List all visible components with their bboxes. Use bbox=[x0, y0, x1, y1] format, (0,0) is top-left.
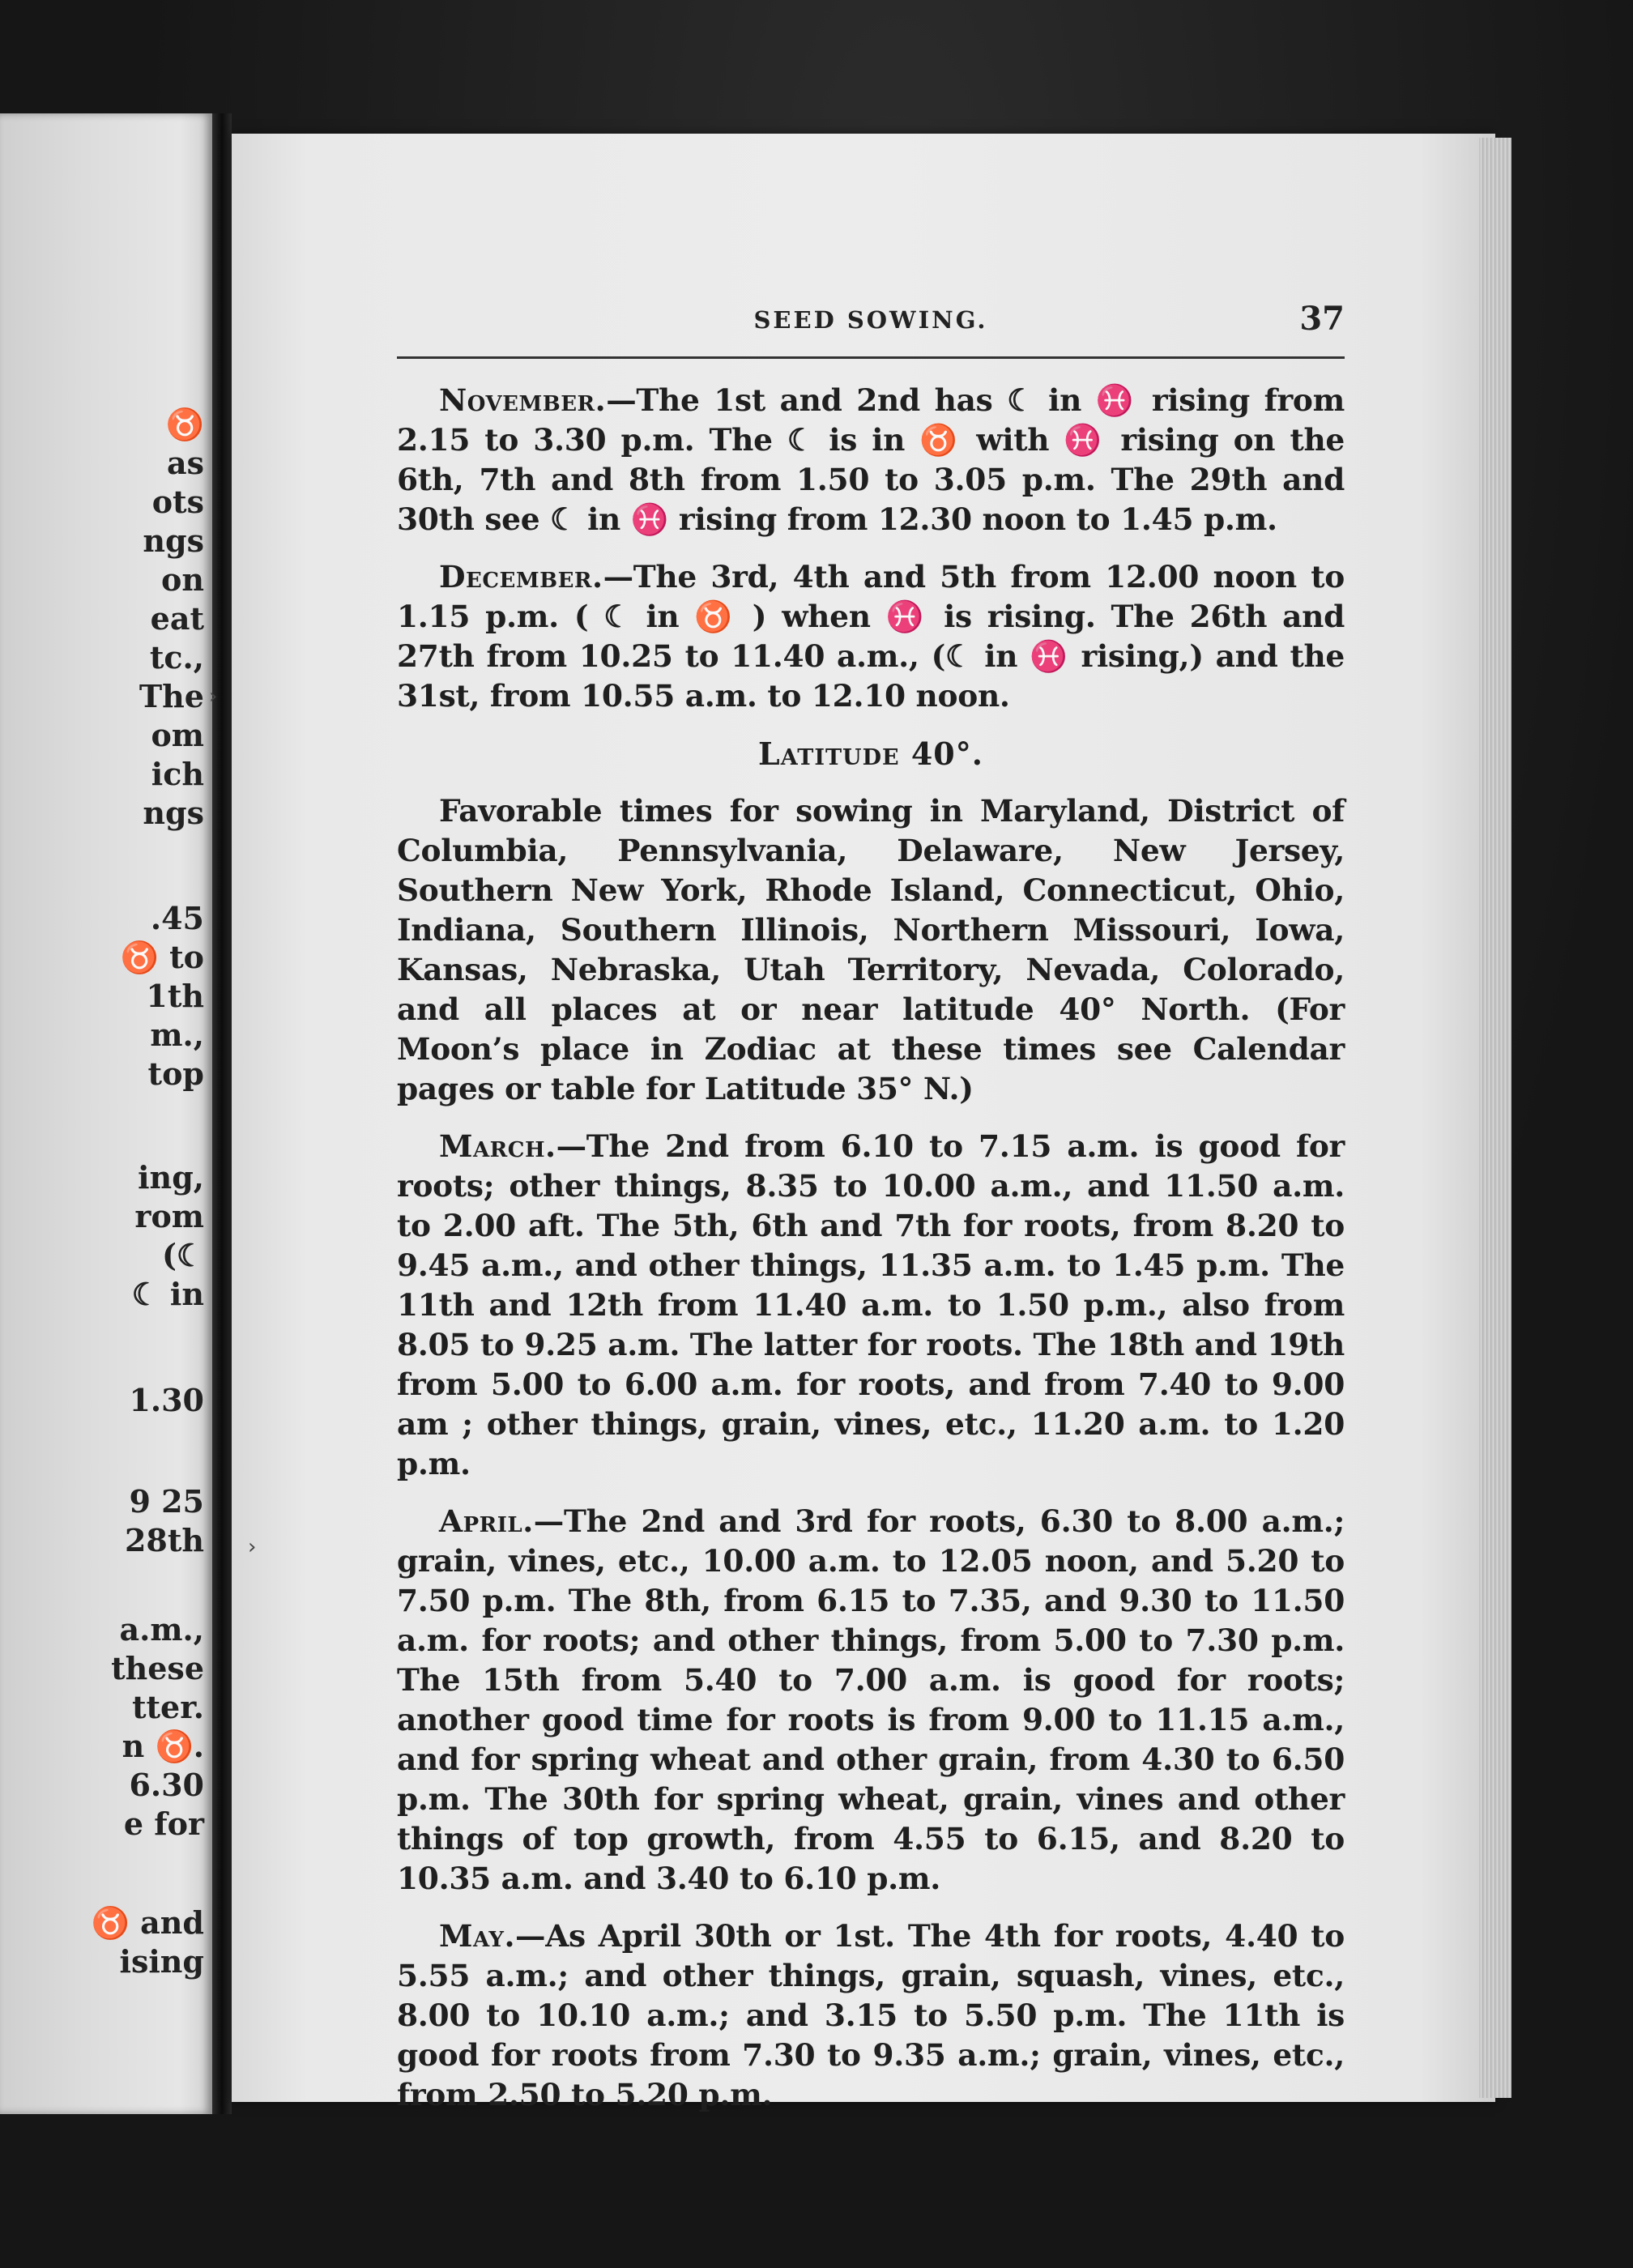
header-rule bbox=[397, 356, 1345, 359]
month-label: March. bbox=[439, 1128, 556, 1164]
left-fragment: n ♉. bbox=[122, 1728, 204, 1764]
paragraph-text: —As April 30th or 1st. The 4th for roots, 4.40 to 5.55 a.m.; and other things, grain, squash, vines, etc., 8.00 to 10.10 a.m.; and 3.15 to 5.50 p.m. The 11th is good for roots from 7.30 to 9.35 a.m.; grain, vines, etc., from 2.50 to 5.20 p.m. bbox=[397, 1918, 1345, 2112]
paragraph-march bbox=[397, 1127, 1345, 1484]
month-label: December. bbox=[439, 559, 603, 595]
paragraph-text: —The 2nd and 3rd for roots, 6.30 to 8.00 a.m.; grain, vines, etc., 10.00 a.m. to 12.05 noon, and 5.20 to 7.50 p.m. The 8th, from 6.15 to 7.35, and 9.30 to 11.50 a.m. for roots; and other things, from 5.00 to 7.30 p.m. The 15th from 5.40 to 7.00 a.m. is good for roots; another good time for roots is from 9.00 to 11.15 a.m., and for spring wheat and other grain, from 4.30 to 6.50 p.m. The 30th for spring wheat, grain, vines and other things of top growth, from 4.55 to 6.15, and 8.20 to 10.35 a.m. and 3.40 to 6.10 p.m. bbox=[397, 1503, 1345, 1896]
left-fragment: ots bbox=[151, 484, 204, 520]
running-head-title: SEED SOWING. bbox=[753, 306, 988, 334]
left-fragment: as bbox=[166, 445, 204, 481]
left-fragment: ngs bbox=[143, 522, 204, 559]
left-fragment: om bbox=[151, 717, 204, 753]
book-gutter bbox=[212, 113, 232, 2114]
left-fragment: 28th bbox=[124, 1522, 204, 1558]
left-fragment: ising bbox=[119, 1943, 204, 1980]
left-fragment: 1th bbox=[146, 978, 204, 1014]
left-fragment: tter. bbox=[131, 1689, 204, 1725]
paragraph-latitude-intro: Favorable times for sowing in Maryland, District of Columbia, Pennsylvania, Delaware, New Jersey, Southern New York, Rhode Island, Connecticut, Ohio, Indiana, Southern Illinois, Northern Missouri, Iowa, Kansas, Nebraska, Utah Territory, Nevada, Colorado, and all places at or near latitude 40° North. (For Moon’s place in Zodiac at these times see Calendar pages or table for Latitude 35° N.) bbox=[397, 793, 1345, 1106]
left-fragment: ngs bbox=[143, 795, 204, 831]
left-fragment: m., bbox=[150, 1017, 204, 1053]
month-label: April. bbox=[439, 1503, 534, 1539]
left-fragment: ing, bbox=[138, 1159, 204, 1196]
paragraph-may bbox=[397, 1916, 1345, 2115]
month-label: May. bbox=[439, 1918, 516, 1954]
scan-speck: › bbox=[248, 1535, 257, 1559]
left-fragment: eat bbox=[150, 600, 204, 637]
left-fragment: 6.30 bbox=[129, 1767, 204, 1803]
left-fragment: rom bbox=[134, 1198, 204, 1234]
left-fragment: The bbox=[139, 678, 204, 714]
left-fragment: 1.30 bbox=[129, 1382, 204, 1418]
section-heading-latitude: Latitude 40°. bbox=[758, 735, 983, 772]
left-fragment: ich bbox=[151, 756, 204, 792]
left-fragment: tc., bbox=[149, 639, 204, 676]
left-fragment: ♉ to bbox=[120, 939, 204, 975]
left-fragment: these bbox=[111, 1650, 204, 1686]
page-body bbox=[397, 381, 1345, 2133]
left-fragment: (☾ bbox=[161, 1237, 204, 1273]
paragraph-november bbox=[397, 381, 1345, 539]
left-fragment: on bbox=[161, 561, 204, 598]
left-fragment: ♉ bbox=[165, 406, 204, 442]
previous-page-fragment bbox=[0, 113, 212, 2114]
paragraph-text: —The 2nd from 6.10 to 7.15 a.m. is good for roots; other things, 8.35 to 10.00 a.m., and 11.50 a.m. to 2.00 aft. The 5th, 6th and 7th for roots, from 8.20 to 9.45 a.m., and other things, 11.35 a.m. to 1.45 p.m. The 11th and 12th from 11.40 a.m. to 1.50 p.m., also from 8.05 to 9.25 a.m. The latter for roots. The 18th and 19th from 5.00 to 6.00 a.m. for roots, and from 7.40 to 9.00 am ; other things, grain, vines, etc., 11.20 a.m. to 1.20 p.m. bbox=[397, 1128, 1345, 1481]
left-fragment: ☾ in bbox=[131, 1276, 204, 1312]
running-head bbox=[397, 300, 1345, 348]
left-fragment: e for bbox=[123, 1805, 204, 1842]
paragraph-text: —The 3rd, 4th and 5th from 12.00 noon to 1.15 p.m. ( ☾ in ♉ ) when ♓ is rising. The 26th and 27th from 10.25 to 11.40 a.m., (☾ in ♓ rising,) and the 31st, from 10.55 a.m. to 12.10 noon. bbox=[397, 559, 1345, 714]
paragraph-april bbox=[397, 1502, 1345, 1899]
left-fragment: top bbox=[147, 1055, 204, 1092]
month-label: November. bbox=[439, 382, 607, 418]
paragraph-text: —The 1st and 2nd has ☾ in ♓ rising from 2.15 to 3.30 p.m. The ☾ is in ♉ with ♓ rising on the 6th, 7th and 8th from 1.50 to 3.05 p.m. The 29th and 30th see ☾ in ♓ rising from 12.30 noon to 1.45 p.m. bbox=[397, 382, 1345, 537]
left-fragment: 9 25 bbox=[129, 1483, 204, 1520]
left-fragment: ♉ and bbox=[91, 1904, 204, 1941]
left-fragment: a.m., bbox=[119, 1611, 204, 1648]
left-fragment: .45 bbox=[150, 900, 204, 936]
page-number: 37 bbox=[1299, 300, 1345, 338]
scan-speck: › bbox=[209, 684, 218, 709]
paragraph-december bbox=[397, 557, 1345, 716]
page-stack-edge bbox=[1479, 138, 1511, 2098]
